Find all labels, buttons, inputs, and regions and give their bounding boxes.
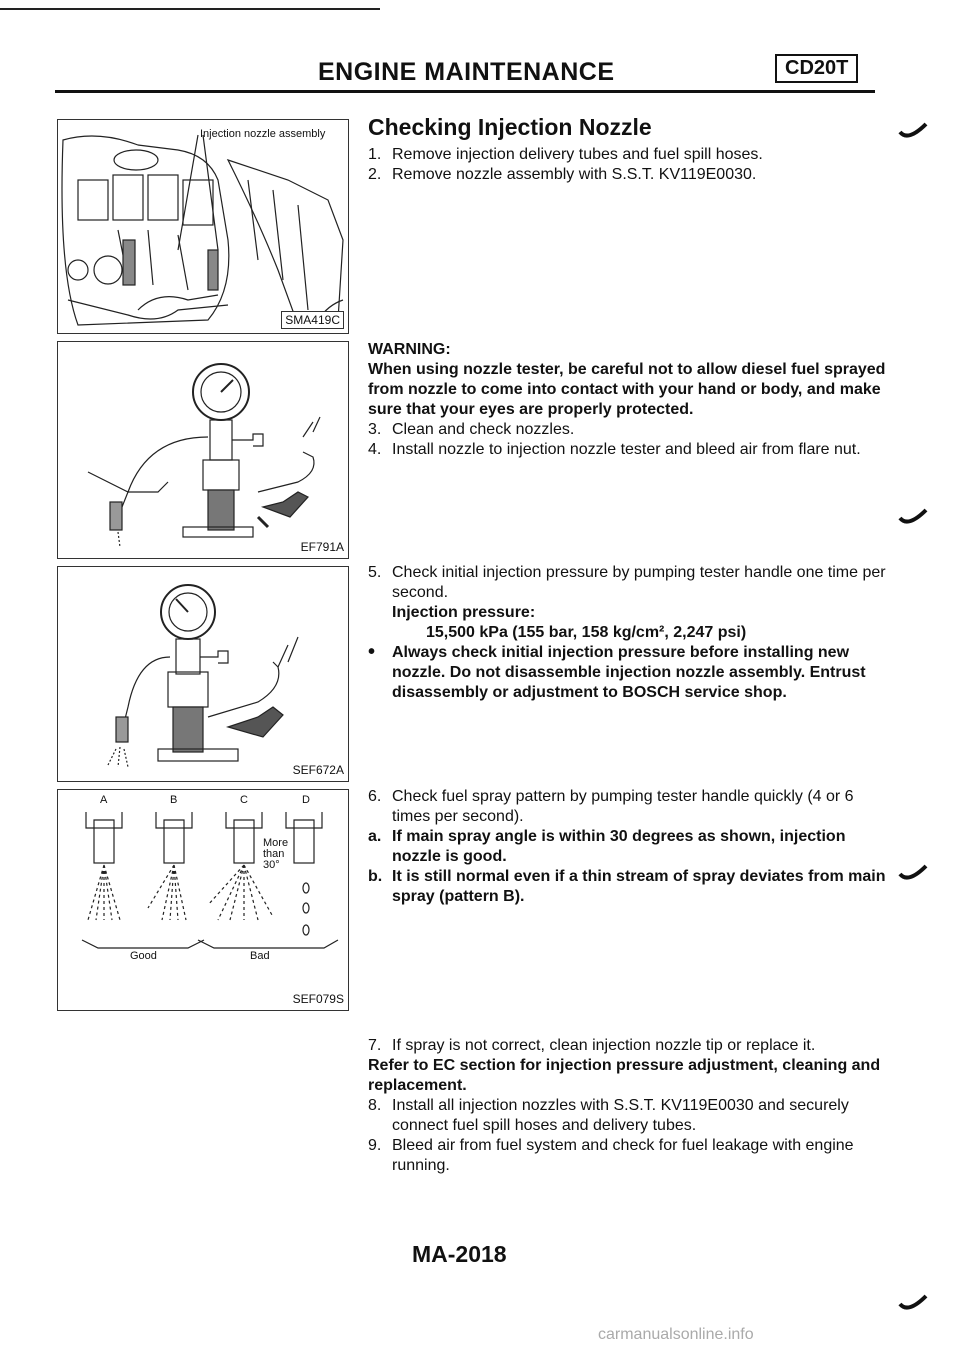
watermark: carmanualsonline.info — [598, 1326, 754, 1343]
pattern-a-label: A — [100, 794, 108, 806]
top-rule — [0, 8, 380, 10]
check-mark-icon — [898, 506, 930, 530]
step-9: 9. Bleed air from fuel system and check for fuel leakage with engine running. — [368, 1137, 854, 1174]
figure-callout-label: Injection nozzle assembly — [200, 128, 326, 140]
header-rule — [55, 90, 875, 93]
figure-spray-patterns — [57, 789, 349, 1011]
pattern-c-label: C — [240, 794, 248, 806]
pressure-label: Injection pressure: — [392, 604, 536, 621]
figure-code: SMA419C — [281, 311, 344, 329]
final-steps-block — [368, 1036, 888, 1176]
step-4: 4. Install nozzle to injection nozzle tester and bleed air from flare nut. — [368, 441, 861, 458]
bad-label: Bad — [250, 950, 270, 962]
figure-code: SEF079S — [292, 992, 344, 1006]
pattern-b-label: B — [170, 794, 178, 806]
step-6a: a. If main spray angle is within 30 degrees as shown, injection nozzle is good. — [368, 828, 846, 865]
warning-label: WARNING: — [368, 341, 451, 358]
step-6b: b. It is still normal even if a thin stream of spray deviates from main spray (pattern B). — [368, 868, 886, 905]
step-7: 7. If spray is not correct, clean injection nozzle tip or replace it. — [368, 1037, 816, 1054]
check-mark-icon — [898, 862, 930, 886]
step-7-reference: Refer to EC section for injection pressure adjustment, cleaning and replacement. — [368, 1057, 881, 1094]
figure-code: EF791A — [300, 540, 344, 554]
pattern-d-label: D — [302, 794, 310, 806]
tester-illustration — [58, 342, 348, 558]
step-8: 8. Install all injection nozzles with S.S.T. KV119E0030 and securely connect fuel spill hoses and delivery tubes. — [368, 1097, 849, 1134]
spray-pattern-diagram — [58, 790, 348, 1010]
engine-illustration — [58, 120, 348, 333]
tester-spray-illustration — [58, 567, 348, 781]
page-header-title: ENGINE MAINTENANCE — [318, 58, 615, 86]
step-5: 5. Check initial injection pressure by pumping tester handle one time per second. — [368, 564, 886, 601]
steps-1-2 — [368, 145, 888, 185]
step-1: 1. Remove injection delivery tubes and fuel spill hoses. — [368, 146, 763, 163]
engine-code-badge: CD20T — [775, 54, 858, 83]
pressure-block — [368, 563, 888, 703]
step-3: 3. Clean and check nozzles. — [368, 421, 575, 438]
check-mark-icon — [898, 1292, 930, 1316]
figure-nozzle-assembly — [57, 119, 349, 334]
spray-angle-note: More than 30° — [263, 837, 289, 871]
warning-block — [368, 340, 888, 460]
good-label: Good — [130, 950, 157, 962]
bullet-icon: • — [368, 641, 376, 663]
figure-nozzle-tester — [57, 341, 349, 559]
spray-block — [368, 787, 888, 907]
figure-pressure-check — [57, 566, 349, 782]
section-title: Checking Injection Nozzle — [368, 114, 652, 140]
page-number: MA-2018 — [412, 1241, 507, 1267]
warning-text: When using nozzle tester, be careful not to allow diesel fuel sprayed from nozzle to come into contact with your hand or body, and make sure that your eyes are properly protected. — [368, 361, 886, 418]
bullet-note: • Always check initial injection pressure before installing new nozzle. Do not disassemble injection nozzle assembly. Entrust disassembly or adjustment to BOSCH service shop. — [368, 641, 866, 701]
check-mark-icon — [898, 120, 930, 144]
step-2: 2. Remove nozzle assembly with S.S.T. KV119E0030. — [368, 166, 757, 183]
pressure-value: 15,500 kPa (155 bar, 158 kg/cm², 2,247 psi) — [426, 624, 747, 641]
step-6: 6. Check fuel spray pattern by pumping tester handle quickly (4 or 6 times per second). — [368, 788, 854, 825]
figure-code: SEF672A — [292, 763, 344, 777]
